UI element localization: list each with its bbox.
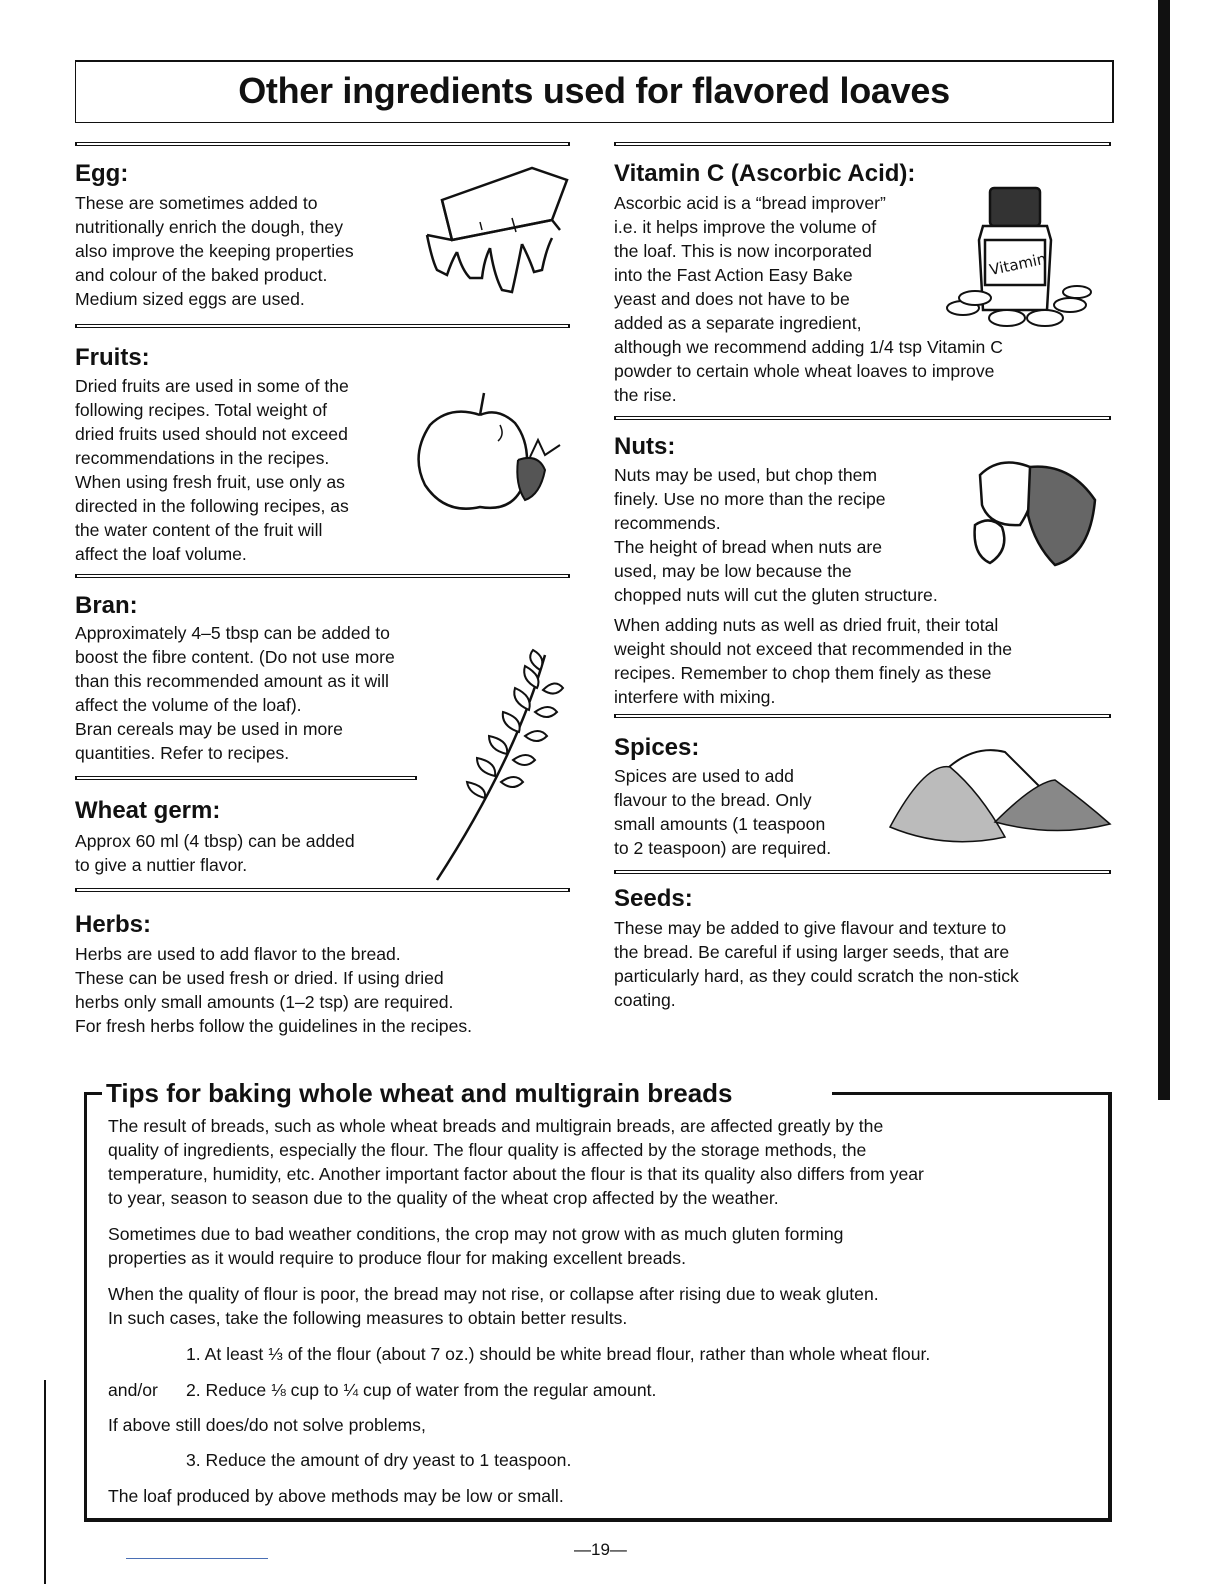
- tips-title: Tips for baking whole wheat and multigrain breads: [106, 1078, 739, 1109]
- tips-step-2: 2. Reduce ⅛ cup to ¼ cup of water from the regular amount.: [186, 1380, 657, 1400]
- nuts-icon: [960, 455, 1105, 575]
- spices-title: Spices:: [614, 734, 700, 761]
- herbs-text: Herbs are used to add flavor to the bread. These can be used fresh or dried. If using dried herbs only small amounts (1–2 tsp) are required. For fresh herbs follow the guidelines in the recipes.: [75, 944, 473, 1036]
- nuts-title: Nuts:: [614, 433, 676, 460]
- seeds-title: Seeds:: [614, 885, 693, 912]
- section-divider: [614, 870, 1111, 874]
- binding-mark: [44, 1380, 46, 1584]
- section-divider: [75, 142, 570, 146]
- fruits-text: Dried fruits are used in some of the following recipes. Total weight of dried fruits used should not exceed recommendations in the recipes. When using fresh fruit, use only as directed in the following recipes, as the water content of the fruit will affect the loaf volume.: [75, 376, 349, 564]
- egg-title: Egg:: [75, 160, 129, 187]
- footer-line: [126, 1558, 268, 1559]
- vitamin-bottle-label: Vitamin: [987, 249, 1048, 280]
- tips-paragraph-2: Sometimes due to bad weather conditions, the crop may not grow with as much gluten forming properties as it would require to produce flour for making excellent breads.: [108, 1224, 844, 1268]
- seeds-text: These may be added to give flavour and texture to the bread. Be careful if using larger seeds, that are particularly hard, as they could scratch the non-stick coating.: [614, 918, 1019, 1010]
- nuts-text: Nuts may be used, but chop them finely. Use no more than the recipe recommends. The height of bread when nuts are used, may be low because the chopped nuts will cut the gluten structure.: [614, 465, 938, 605]
- tips-paragraph-3: When the quality of flour is poor, the bread may not rise, or collapse after rising due to weak gluten. In such cases, take the following measures to obtain better results.: [108, 1284, 879, 1328]
- fruits-title: Fruits:: [75, 344, 150, 371]
- section-divider: [614, 142, 1111, 146]
- page-edge-bar: [1158, 0, 1170, 1100]
- section-divider: [75, 888, 570, 892]
- egg-carton-icon: [412, 160, 572, 300]
- page-title-box: [75, 60, 1114, 123]
- bran-text: Approximately 4–5 tbsp can be added to boost the fibre content. (Do not use more than this recommended amount as it will affect the volume of the loaf). Bran cereals may be used in more quantities. Refer to recipes.: [75, 623, 395, 763]
- section-divider: [75, 324, 570, 328]
- tips-step-2-prefix: and/or: [108, 1380, 158, 1400]
- vitamin-bottle-icon: [945, 180, 1095, 330]
- tips-closing: The loaf produced by above methods may be low or small.: [108, 1486, 564, 1506]
- vitamin-c-text: Ascorbic acid is a “bread improver” i.e. it helps improve the volume of the loaf. This is now incorporated into the Fast Action Easy Bake yeast and does not have to be added as a separate ingredient, although we recommend adding 1/4 tsp Vitamin C powder to certain whole wheat loaves to improve the rise.: [614, 193, 1003, 405]
- apple-strawberry-icon: [410, 385, 570, 515]
- egg-text: These are sometimes added to nutritionally enrich the dough, they also improve the keeping properties and colour of the baked product. Medium sized eggs are used.: [75, 193, 354, 309]
- spices-icon: [885, 742, 1115, 852]
- section-divider: [614, 714, 1111, 718]
- section-divider: [614, 416, 1111, 420]
- tips-step-1: 1. At least ⅓ of the flour (about 7 oz.) should be white bread flour, rather than whole wheat flour.: [186, 1344, 931, 1364]
- wheat-germ-text: Approx 60 ml (4 tbsp) can be added to give a nuttier flavor.: [75, 831, 355, 875]
- section-divider: [75, 776, 417, 780]
- tips-box-top-edge: [832, 1092, 1112, 1095]
- tips-condition: If above still does/do not solve problems,: [108, 1415, 426, 1435]
- wheat-germ-title: Wheat germ:: [75, 797, 221, 824]
- vitamin-c-title: Vitamin C (Ascorbic Acid):: [614, 160, 916, 187]
- page-title: Other ingredients used for flavored loaves: [238, 70, 950, 111]
- spices-text: Spices are used to add flavour to the bread. Only small amounts (1 teaspoon to 2 teaspoon) are required.: [614, 766, 832, 858]
- bran-title: Bran:: [75, 592, 138, 619]
- section-divider: [75, 574, 570, 578]
- tips-step-3: 3. Reduce the amount of dry yeast to 1 teaspoon.: [186, 1450, 572, 1470]
- tips-paragraph-1: The result of breads, such as whole wheat breads and multigrain breads, are affected greatly by the quality of ingredients, especially the flour. The flour quality is affected by the storage methods, the temperature, humidity, etc. Another important factor about the flour is that its quality also differs from year to year, season to season due to the quality of the wheat crop affected by the weather.: [108, 1116, 924, 1208]
- nuts-text-continued: When adding nuts as well as dried fruit, their total weight should not exceed that recommended in the recipes. Remember to chop them finely as these interfere with mixing.: [614, 615, 1013, 707]
- wheat-stalk-icon: [425, 640, 565, 885]
- herbs-title: Herbs:: [75, 911, 152, 938]
- tips-box-top-edge: [84, 1092, 102, 1095]
- page-number: —19—: [574, 1540, 627, 1559]
